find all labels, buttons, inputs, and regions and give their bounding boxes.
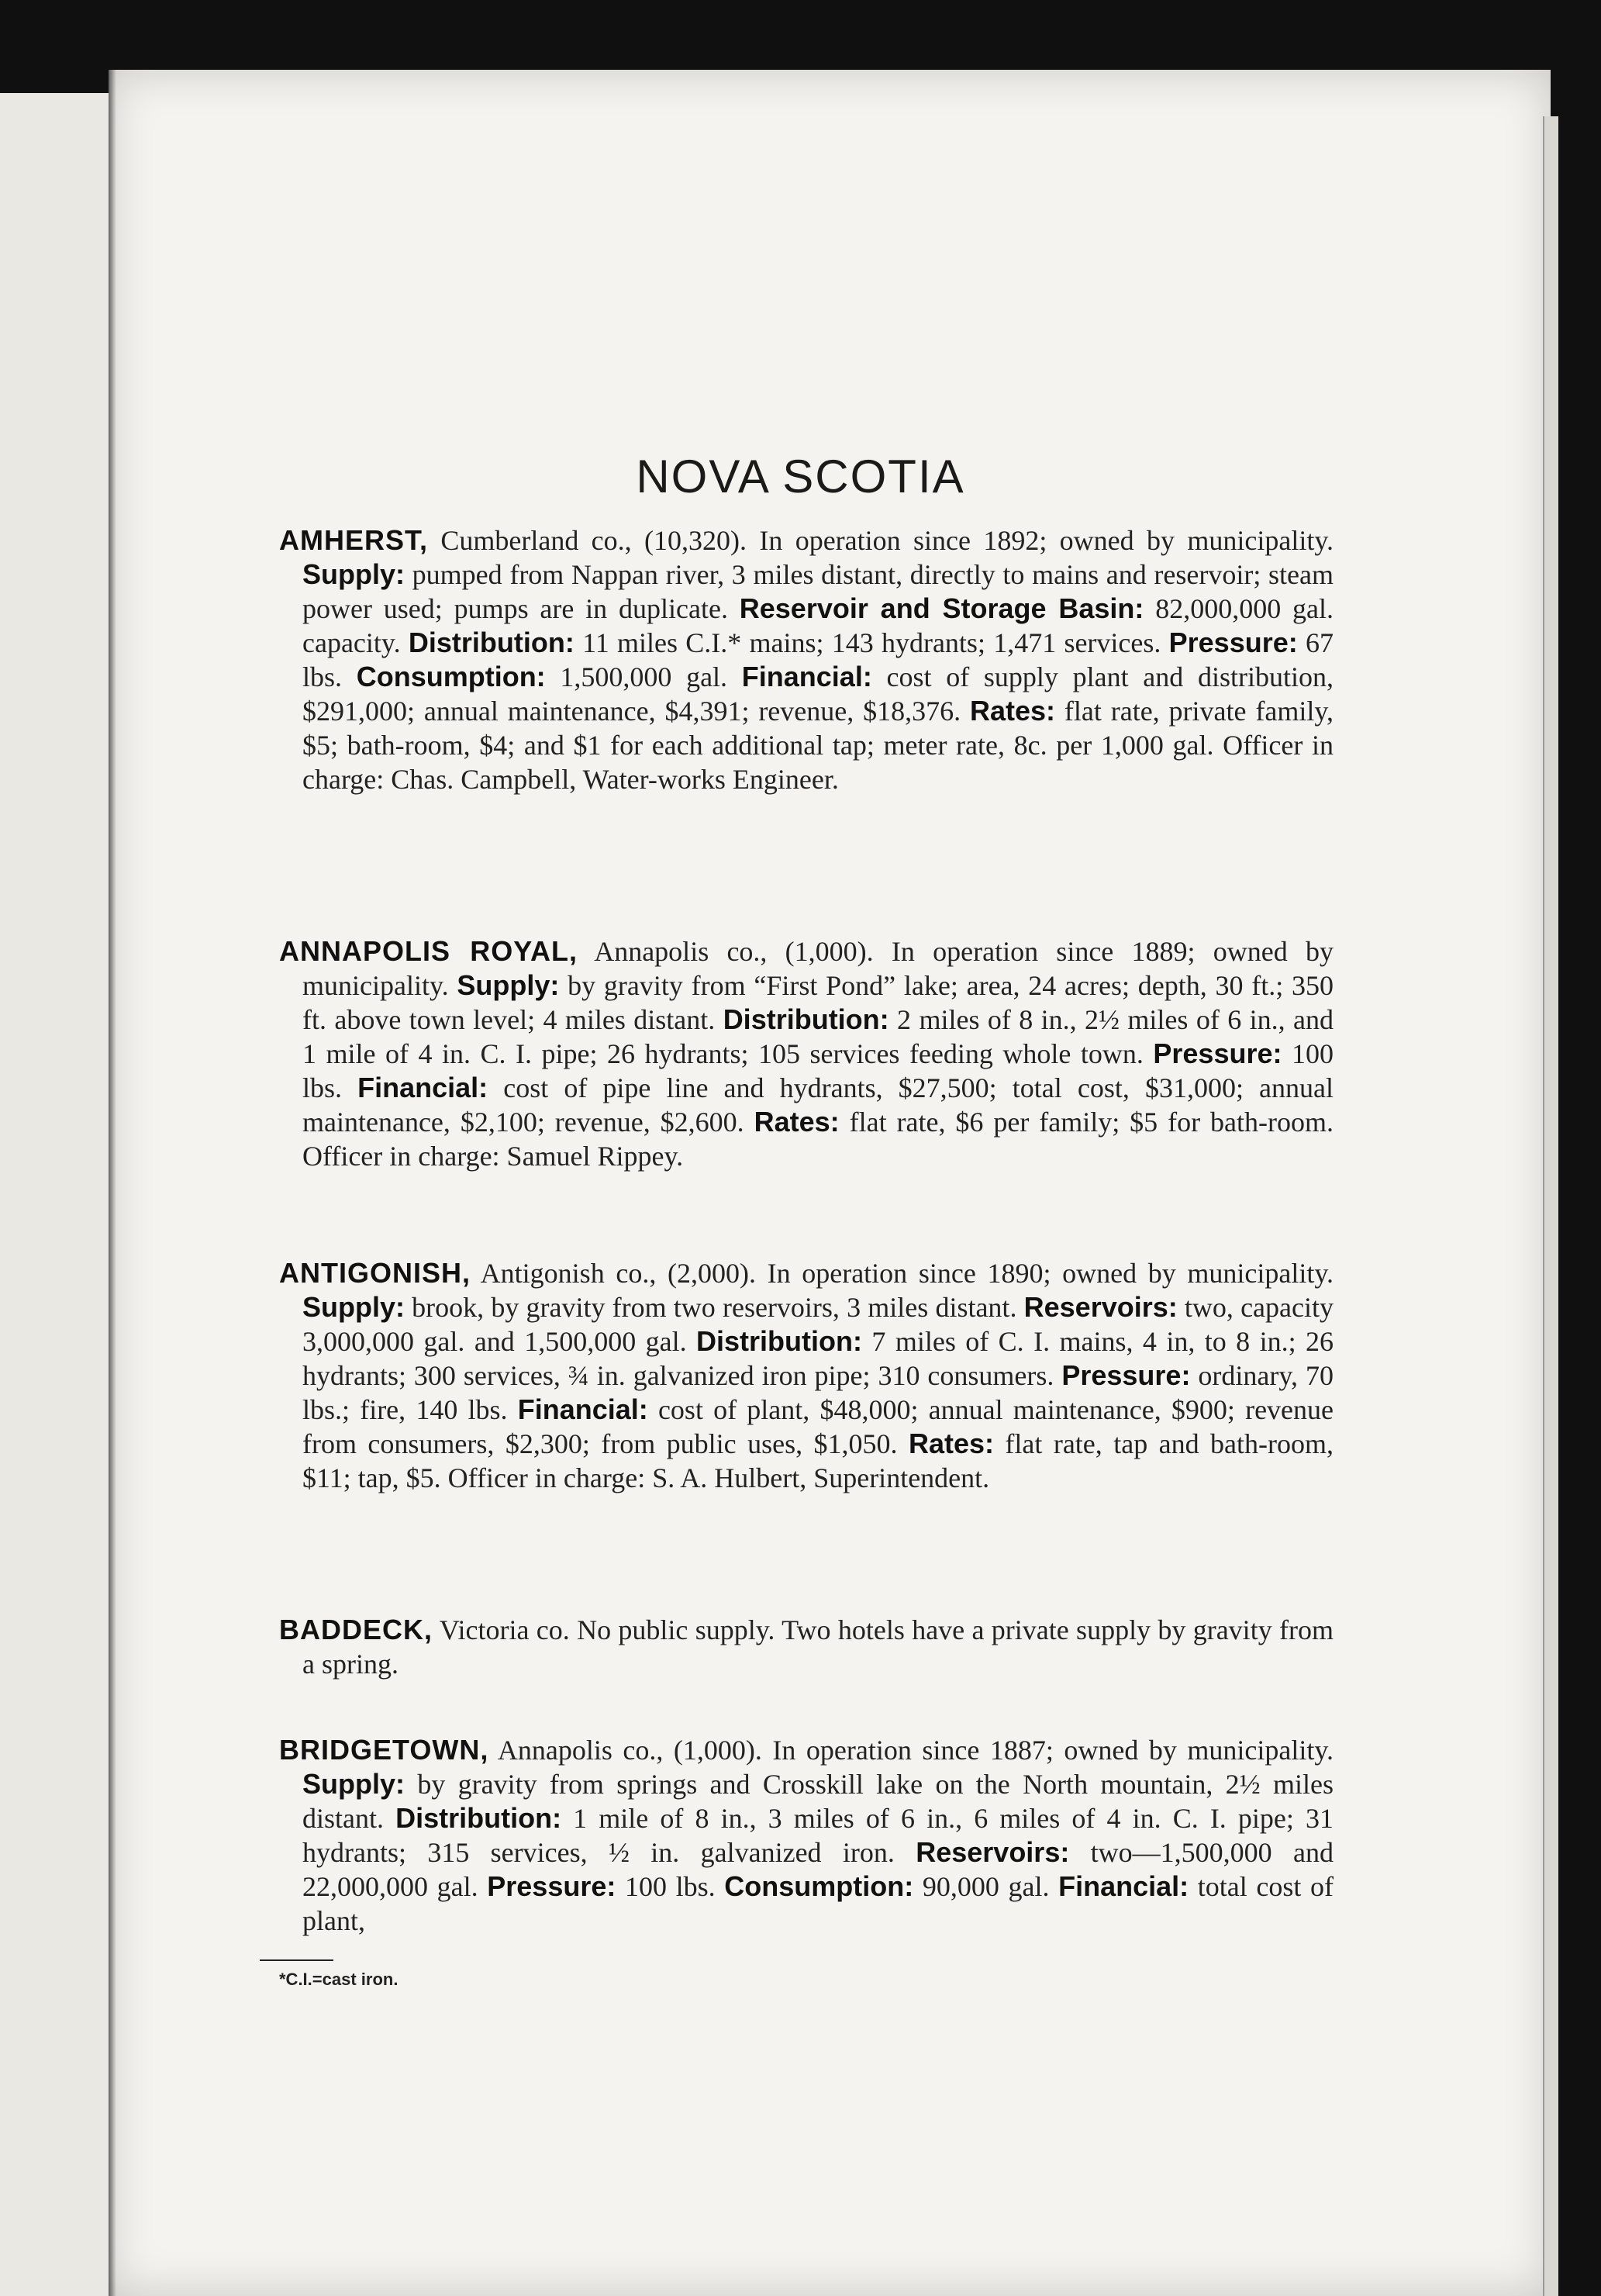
field-label: Financial:	[357, 1072, 488, 1103]
field-label: Supply:	[302, 558, 405, 590]
entry-annapolis-royal	[279, 934, 1334, 1173]
field-label: Consumption:	[356, 661, 546, 692]
entry-text: two, capacity 3,000,000 gal. and 1,500,000 gal.	[302, 1292, 1334, 1357]
entry-text: 11 miles C.I.* mains; 143 hydrants; 1,471 services.	[574, 627, 1169, 658]
entry-text: total cost of plant,	[302, 1871, 1334, 1936]
entry-text: Annapolis co., (1,000). In operation since 1887; owned by municipality.	[488, 1735, 1334, 1766]
entry-text: flat rate, private family, $5; bath-room, $4; and $1 for each additional tap; meter rate, 8c. per 1,000 gal. Officer in charge: Chas. Campbell, Water-works Engineer.	[302, 696, 1334, 795]
entry-text: Cumberland co., (10,320). In operation since 1892; owned by municipality.	[428, 525, 1334, 556]
field-label: Rates:	[754, 1106, 840, 1138]
field-label: Reservoirs:	[1023, 1291, 1178, 1323]
entry-text: flat rate, tap and bath-room, $11; tap, $5. Officer in charge: S. A. Hulbert, Superintendent.	[302, 1428, 1334, 1493]
page-title: NOVA SCOTIA	[636, 451, 965, 502]
entry-text: 1 mile of 8 in., 3 miles of 6 in., 6 miles of 4 in. C. I. pipe; 31 hydrants; 315 services, ½ in. galvanized iron.	[302, 1803, 1334, 1868]
footnote-rule	[260, 1959, 333, 1961]
entry-text: 1,500,000 gal.	[545, 661, 742, 692]
field-label: Reservoir and Storage Basin:	[739, 592, 1144, 624]
entry-text: 90,000 gal.	[913, 1871, 1059, 1902]
field-label: Rates:	[969, 695, 1056, 727]
entry-text: by gravity from “First Pond” lake; area, 24 acres; depth, 30 ft.; 350 ft. above town level; 4 miles distant.	[302, 970, 1334, 1035]
entry-text: 67 lbs.	[302, 627, 1334, 692]
field-label: Pressure:	[1168, 627, 1298, 658]
entry-text: ordinary, 70 lbs.; fire, 140 lbs.	[302, 1360, 1334, 1425]
entry-name: ANNAPOLIS ROYAL,	[279, 935, 578, 967]
page-right-edge	[1543, 116, 1558, 2296]
entry-name: BRIDGETOWN,	[279, 1734, 489, 1766]
field-label: Supply:	[302, 1291, 405, 1323]
entry-text: Victoria co. No public supply. Two hotels have a private supply by gravity from a spring.	[302, 1614, 1334, 1680]
entry-text: cost of supply plant and distribution, $291,000; annual maintenance, $4,391; revenue, $18,376.	[302, 661, 1334, 727]
entry-text: 100 lbs.	[616, 1871, 725, 1902]
footnote: *C.I.=cast iron.	[279, 1970, 399, 1989]
entry-name: AMHERST,	[279, 524, 429, 556]
entry-text: 82,000,000 gal. capacity.	[302, 593, 1334, 658]
entry-text: 2 miles of 8 in., 2½ miles of 6 in., and 1 mile of 4 in. C. I. pipe; 26 hydrants; 105 services feeding whole town.	[302, 1004, 1334, 1069]
entry-text: two—1,500,000 and 22,000,000 gal.	[302, 1837, 1334, 1902]
entry-antigonish	[279, 1256, 1334, 1495]
entry-name: BADDECK,	[279, 1614, 433, 1645]
entry-baddeck	[279, 1613, 1334, 1681]
entry-name: ANTIGONISH,	[279, 1257, 471, 1289]
field-label: Pressure:	[1061, 1359, 1191, 1391]
field-label: Reservoirs:	[916, 1836, 1070, 1868]
entry-text: cost of plant, $48,000; annual maintenance, $900; revenue from consumers, $2,300; from public uses, $1,050.	[302, 1394, 1334, 1459]
field-label: Distribution:	[696, 1325, 862, 1357]
field-label: Supply:	[457, 969, 560, 1001]
field-label: Rates:	[908, 1428, 994, 1459]
scanned-page	[109, 70, 1551, 2296]
field-label: Pressure:	[1153, 1038, 1282, 1069]
field-label: Pressure:	[487, 1870, 616, 1902]
entry-text: brook, by gravity from two reservoirs, 3 miles distant.	[405, 1292, 1024, 1323]
entry-bridgetown	[279, 1733, 1334, 1938]
page-gutter-shadow	[109, 70, 116, 2296]
field-label: Distribution:	[723, 1003, 889, 1035]
field-label: Financial:	[517, 1393, 648, 1425]
field-label: Supply:	[302, 1768, 405, 1800]
entry-text: Antigonish co., (2,000). In operation since 1890; owned by municipality.	[471, 1258, 1334, 1289]
entry-text: pumped from Nappan river, 3 miles distant, directly to mains and reservoir; steam power used; pumps are in duplicate.	[302, 559, 1334, 624]
entry-amherst	[279, 523, 1334, 796]
field-label: Distribution:	[408, 627, 574, 658]
entry-text: Annapolis co., (1,000). In operation since 1889; owned by municipality.	[302, 936, 1334, 1001]
field-label: Consumption:	[724, 1870, 914, 1902]
entry-text: 7 miles of C. I. mains, 4 in, to 8 in.; 26 hydrants; 300 services, ¾ in. galvanized iron pipe; 310 consumers.	[302, 1326, 1334, 1391]
field-label: Financial:	[741, 661, 872, 692]
entry-text: by gravity from springs and Crosskill lake on the North mountain, 2½ miles distant.	[302, 1769, 1334, 1834]
entry-text: 100 lbs.	[302, 1038, 1334, 1103]
adjacent-page-edge	[0, 93, 109, 2296]
entry-text: cost of pipe line and hydrants, $27,500; total cost, $31,000; annual maintenance, $2,100; revenue, $2,600.	[302, 1072, 1334, 1138]
field-label: Financial:	[1058, 1870, 1189, 1902]
entry-text: flat rate, $6 per family; $5 for bath-room. Officer in charge: Samuel Rippey.	[302, 1107, 1334, 1172]
field-label: Distribution:	[395, 1802, 562, 1834]
